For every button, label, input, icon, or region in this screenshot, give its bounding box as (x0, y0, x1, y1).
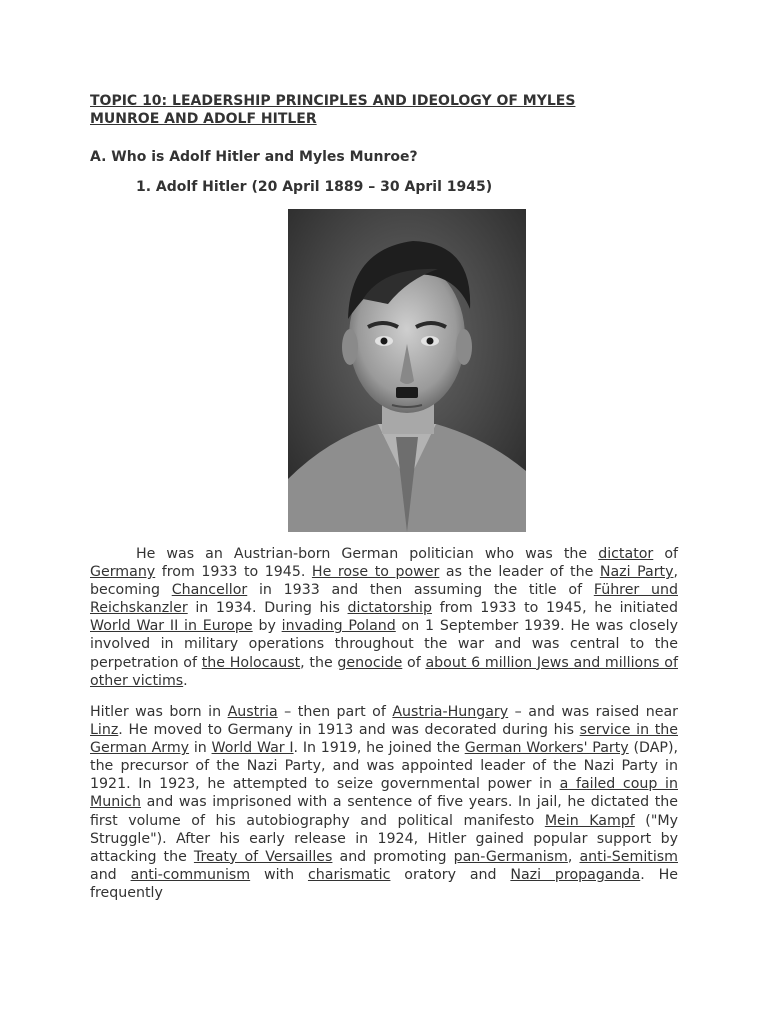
hyperlink[interactable]: Führer und Reichskanzler (90, 582, 678, 617)
paragraph-text: and promoting (332, 848, 454, 865)
paragraph-text: and (90, 866, 131, 883)
hyperlink[interactable]: World War I (211, 740, 294, 757)
paragraph-biography-1 (90, 545, 678, 690)
paragraph-text: from 1933 to 1945. (155, 564, 312, 581)
hyperlink[interactable]: Austria-Hungary (392, 704, 509, 720)
paragraph-text: from 1933 to 1945, he initiated (431, 600, 678, 617)
hyperlink[interactable]: Germany (90, 564, 156, 581)
paragraph-text: (DAP), the precursor of the Nazi Party, and was appointed leader of the Nazi Party in 1921. In 1923, he attempted to seize governmental power in (90, 740, 678, 793)
paragraph-text: on 1 September 1939. He was closely involved in military operations throughout the war and was central to the perpetration of (90, 618, 678, 671)
paragraph-text: . (183, 672, 188, 689)
paragraph-text: . He frequently (90, 866, 678, 901)
hyperlink[interactable]: genocide (337, 654, 403, 671)
page-title: TOPIC 10: LEADERSHIP PRINCIPLES AND IDEOLOGY OF MYLES MUNROE AND ADOLF HITLER (90, 93, 576, 127)
paragraph-text: Hitler was born in (90, 704, 228, 720)
hyperlink[interactable]: German Workers' Party (464, 740, 629, 757)
hyperlink[interactable]: the Holocaust (201, 654, 301, 671)
paragraph-text: in 1934. During his (187, 600, 348, 617)
hyperlink[interactable]: anti-communism (130, 866, 251, 883)
hyperlink[interactable]: World War II in Europe (90, 618, 253, 635)
paragraph-text: , the (300, 654, 338, 671)
subsection-heading: 1. Adolf Hitler (20 April 1889 – 30 April 1945) (136, 179, 493, 195)
paragraph-text: in 1933 and then assuming the title of (247, 582, 594, 599)
hyperlink[interactable]: dictator (598, 546, 654, 562)
paragraph-text: – then part of (277, 704, 393, 720)
paragraph-text: in (189, 740, 212, 757)
paragraph-text: ("My Struggle"). After his early release in 1924, Hitler gained popular support by attacking the (90, 812, 678, 865)
paragraph-text: of (653, 546, 678, 562)
paragraph-biography-2 (90, 703, 678, 902)
section-heading: A. Who is Adolf Hitler and Myles Munroe? (90, 149, 418, 165)
hyperlink[interactable]: Nazi Party (599, 564, 674, 581)
paragraph-text: He was an Austrian-born German politician who was the (136, 546, 599, 562)
hyperlink[interactable]: Treaty of Versailles (193, 848, 333, 865)
paragraph-text: , becoming (90, 564, 678, 599)
hyperlink[interactable]: a failed coup in Munich (90, 776, 678, 811)
paragraph-text: and was imprisoned with a sentence of five years. In jail, he dictated the first volume of his autobiography and political manifesto (90, 794, 678, 829)
paragraph-text: oratory and (390, 866, 511, 883)
portrait-photo (288, 209, 526, 532)
hyperlink[interactable]: pan-Germanism (453, 848, 568, 865)
hyperlink[interactable]: anti-Semitism (579, 848, 678, 865)
paragraph-text: by (252, 618, 282, 635)
hyperlink[interactable]: charismatic (307, 866, 391, 883)
paragraph-text: with (250, 866, 308, 883)
hyperlink[interactable]: dictatorship (347, 600, 432, 617)
paragraph-text: – and was raised near (508, 704, 678, 720)
hyperlink[interactable]: Linz (90, 722, 119, 739)
paragraph-text: of (402, 654, 426, 671)
hyperlink[interactable]: about 6 million Jews and millions of other victims (90, 654, 678, 689)
hyperlink[interactable]: He rose to power (311, 564, 440, 581)
paragraph-text: , (567, 848, 580, 865)
portrait-image (288, 209, 526, 532)
paragraph-text: . He moved to Germany in 1913 and was decorated during his (118, 722, 580, 739)
paragraph-text: as the leader of the (439, 564, 600, 581)
hyperlink[interactable]: Mein Kampf (544, 812, 635, 829)
hyperlink[interactable]: invading Poland (281, 618, 396, 635)
hyperlink[interactable]: Nazi propaganda (510, 866, 641, 883)
hyperlink[interactable]: service in the German Army (90, 722, 678, 757)
hyperlink[interactable]: Austria (227, 704, 278, 720)
paragraph-text: . In 1919, he joined the (293, 740, 465, 757)
hyperlink[interactable]: Chancellor (171, 582, 248, 599)
